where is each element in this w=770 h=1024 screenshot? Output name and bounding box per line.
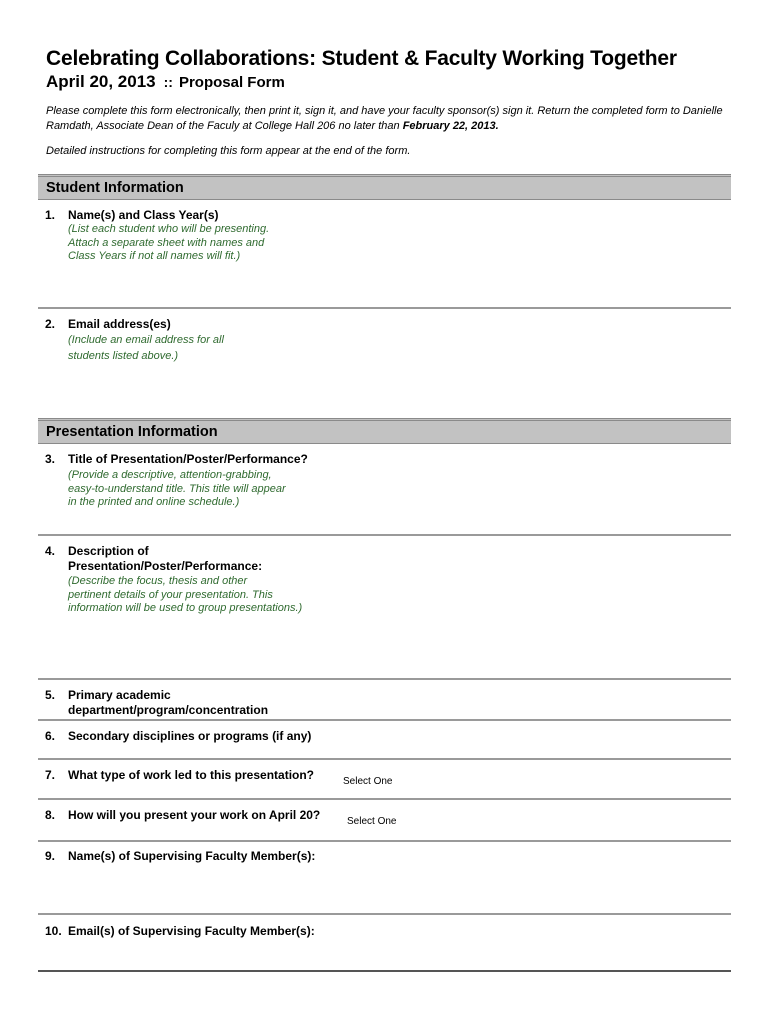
hint-line: pertinent details of your presentation. This — [68, 588, 273, 601]
question-number: 10. — [45, 924, 62, 938]
question-2-hint — [68, 332, 224, 364]
question-label-line: Primary academic — [68, 688, 171, 702]
section-title: Presentation Information — [46, 424, 218, 440]
question-label: Name(s) and Class Year(s) — [68, 208, 219, 222]
question-number: 9. — [45, 849, 56, 863]
deadline: February 22, 2013. — [402, 120, 499, 132]
section-title: Student Information — [46, 180, 184, 196]
intro-details-note: Detailed instructions for completing this form appear at the end of the form. — [46, 145, 411, 157]
form-subtitle — [46, 72, 285, 92]
section-header-student — [38, 174, 731, 200]
question-number: 2. — [45, 317, 56, 331]
answer-divider — [38, 307, 731, 309]
hint-line: in the printed and online schedule.) — [68, 496, 240, 508]
hint-line: Attach a separate sheet with names and — [68, 236, 265, 249]
hint-line: information will be used to group presentations.) — [68, 602, 303, 614]
hint-line: (Provide a descriptive, attention-grabbing, — [68, 469, 272, 481]
question-label: Secondary disciplines or programs (if any) — [68, 729, 312, 743]
question-3-hint — [68, 469, 286, 510]
presentation-format-select[interactable]: Select One — [347, 816, 397, 827]
work-type-select[interactable]: Select One — [343, 776, 393, 787]
question-number: 7. — [45, 768, 56, 782]
question-number: 8. — [45, 808, 56, 822]
answer-divider — [38, 913, 731, 915]
hint-line: students listed above.) — [68, 350, 179, 362]
hint-line: (List each student who will be presenting. — [68, 223, 270, 235]
question-1-hint — [68, 223, 269, 264]
form-name: Proposal Form — [178, 74, 285, 91]
intro-text: Please complete this form electronically, then print it, sign it, and have your faculty sponsor(s) sign it. Return the completed form to Danielle Ramdath, Associate Dean of the Faculy at College Hall 206 no later than — [46, 105, 723, 132]
question-label: Name(s) of Supervising Faculty Member(s): — [68, 849, 316, 863]
intro-instructions — [46, 104, 726, 134]
question-number: 5. — [45, 688, 56, 702]
hint-line: (Describe the focus, thesis and other — [68, 575, 248, 587]
event-date: April 20, 2013 — [46, 72, 156, 91]
question-label: How will you present your work on April 20? — [68, 808, 321, 822]
answer-divider — [38, 719, 731, 721]
question-number: 3. — [45, 452, 56, 466]
question-label — [68, 544, 262, 574]
answer-divider — [38, 840, 731, 842]
answer-divider — [38, 758, 731, 760]
question-label: Email(s) of Supervising Faculty Member(s): — [68, 924, 315, 938]
answer-divider — [38, 798, 731, 800]
answer-divider — [38, 678, 731, 680]
question-number: 1. — [45, 208, 56, 222]
section-header-presentation — [38, 418, 731, 444]
form-title: Celebrating Collaborations: Student & Faculty Working Together — [46, 47, 677, 70]
question-label — [68, 688, 268, 718]
question-label: Email address(es) — [68, 317, 171, 331]
question-label: Title of Presentation/Poster/Performance? — [68, 452, 308, 466]
question-label-line: Presentation/Poster/Performance: — [68, 559, 263, 573]
hint-line: easy-to-understand title. This title will appear — [68, 482, 286, 495]
hint-line: (Include an email address for all — [68, 334, 224, 346]
question-4-hint — [68, 575, 302, 616]
question-label-line: Description of — [68, 544, 149, 558]
answer-divider — [38, 534, 731, 536]
question-number: 4. — [45, 544, 56, 558]
question-label-line: department/program/concentration — [68, 703, 269, 717]
question-label: What type of work led to this presentation? — [68, 768, 315, 782]
answer-divider — [38, 970, 731, 972]
hint-line: Class Years if not all names will fit.) — [68, 250, 241, 262]
subtitle-separator: :: — [163, 74, 173, 90]
question-number: 6. — [45, 729, 56, 743]
